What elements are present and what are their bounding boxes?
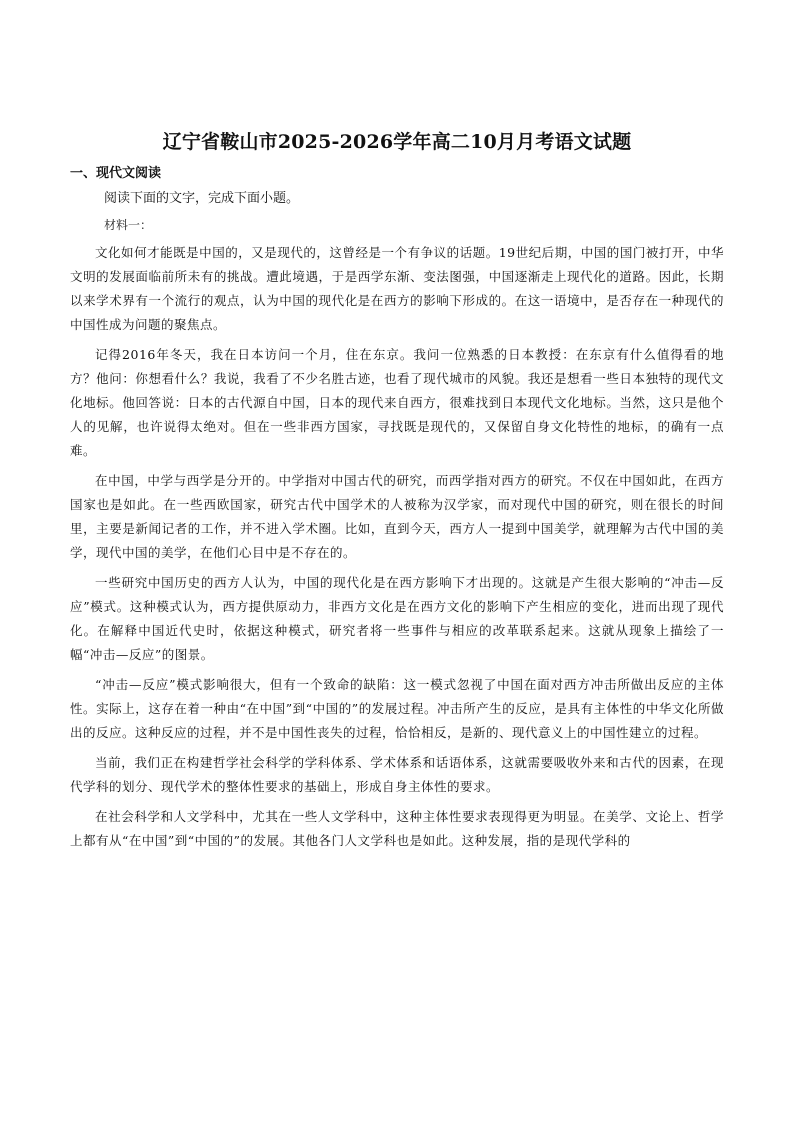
material-label: 材料一： bbox=[104, 218, 153, 232]
document-title: 辽宁省鞍山市2025-2026学年高二10月月考语文试题 bbox=[162, 131, 632, 153]
section-heading: 一、现代文阅读 bbox=[70, 166, 162, 181]
paragraph: “冲击—反应”模式影响很大，但有一个致命的缺陷：这一模式忽视了中国在面对西方冲击所做出反应的主体性。实际上，这存在着一种由“在中国”到“中国的”的发展过程。冲击所产生的反应，是具有主体性的中华文化所做出的反应。这种反应的过程，并不是中国性丧失的过程，恰恰相反，是新的、现代意义上的中国性建立的过程。 bbox=[70, 677, 724, 740]
paragraph: 在社会科学和人文学科中，尤其在一些人文学科中，这种主体性要求表现得更为明显。在美学、文论上、哲学上都有从“在中国”到“中国的”的发展。其他各门人文学科也是如此。这种发展，指的是现代学科的 bbox=[70, 809, 724, 848]
paragraph: 在中国，中学与西学是分开的。中学指对中国古代的研究，而西学指对西方的研究。不仅在中国如此，在西方国家也是如此。在一些西欧国家，研究古代中国学术的人被称为汉学家，而对现代中国的研究，则在很长的时间里，主要是新闻记者的工作，并不进入学术圈。比如，直到今天，西方人一提到中国美学，就理解为古代中国的美学，现代中国的美学，在他们心目中是不存在的。 bbox=[70, 473, 724, 560]
reading-instruction: 阅读下面的文字，完成下面小题。 bbox=[104, 191, 300, 206]
paragraph: 记得2016年冬天，我在日本访问一个月，住在东京。我问一位熟悉的日本教授：在东京有什么值得看的地方？他问：你想看什么？我说，我看了不少名胜古迹，也看了现代城市的风貌。我还是想看一些日本独特的现代文化地标。他回答说：日本的古代源自中国，日本的现代来自西方，很难找到日本现代文化地标。当然，这只是他个人的见解，也许说得太绝对。但在一些非西方国家，寻找既是现代的，又保留自身文化特性的地标，的确有一点难。 bbox=[70, 347, 724, 458]
paragraph: 一些研究中国历史的西方人认为，中国的现代化是在西方影响下才出现的。这就是产生很大影响的“冲击—反应”模式。这种模式认为，西方提供原动力，非西方文化是在西方文化的影响下产生相应的变化，进而出现了现代化。在解释中国近代史时，依据这种模式，研究者将一些事件与相应的改革联系起来。这就从现象上描绘了一幅“冲击—反应”的图景。 bbox=[70, 575, 724, 662]
paragraph: 文化如何才能既是中国的，又是现代的，这曾经是一个有争议的话题。19世纪后期，中国的国门被打开，中华文明的发展面临前所未有的挑战。遭此境遇，于是西学东渐、变法图强，中国逐渐走上现代化的道路。因此，长期以来学术界有一个流行的观点，认为中国的现代化是在西方的影响下形成的。在这一语境中，是否存在一种现代的中国性成为问题的聚焦点。 bbox=[70, 245, 724, 332]
paragraph: 当前，我们正在构建哲学社会科学的学科体系、学术体系和话语体系，这就需要吸收外来和古代的因素，在现代学科的划分、现代学术的整体性要求的基础上，形成自身主体性的要求。 bbox=[70, 755, 724, 794]
article-body bbox=[70, 241, 724, 859]
